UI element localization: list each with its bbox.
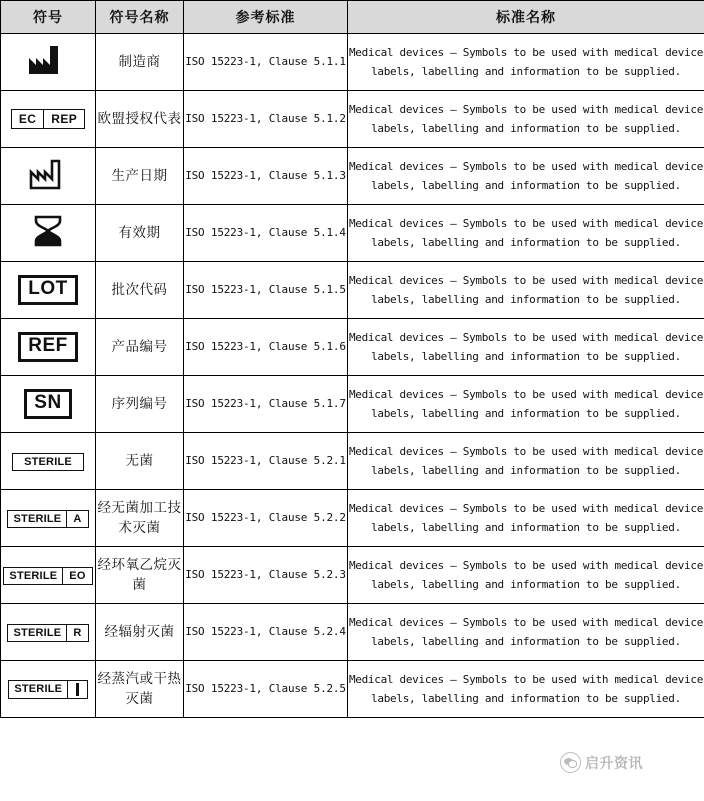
sterile-a-box-icon — [7, 510, 88, 528]
symbol-cell — [1, 91, 96, 148]
table-row — [1, 490, 704, 547]
symbol-name-cell: 产品编号 — [96, 319, 184, 376]
reference-standard-cell: ISO 15223-1, Clause 5.2.5 — [184, 661, 348, 718]
table-row — [1, 661, 704, 718]
symbol-cell — [1, 433, 96, 490]
table-body — [1, 34, 704, 718]
symbol-cell — [1, 262, 96, 319]
ec-rep-box-icon — [11, 109, 85, 129]
reference-standard-cell: ISO 15223-1, Clause 5.1.5 — [184, 262, 348, 319]
standard-name-cell: Medical devices — Symbols to be used with medical device labels, labelling and information to be supplied. — [348, 490, 704, 547]
date-of-manufacture-factory-outline-icon — [27, 158, 69, 190]
symbol-cell — [1, 148, 96, 205]
reference-standard-cell: ISO 15223-1, Clause 5.1.1 — [184, 34, 348, 91]
watermark-text: 启升资讯 — [585, 756, 643, 772]
symbol-cell — [1, 34, 96, 91]
watermark — [560, 752, 643, 773]
symbol-name-cell: 无菌 — [96, 433, 184, 490]
symbol-name-cell: 经辐射灭菌 — [96, 604, 184, 661]
table-row — [1, 319, 704, 376]
sterile-method-label: EO — [62, 568, 91, 584]
table-row — [1, 433, 704, 490]
standard-name-cell: Medical devices — Symbols to be used with medical device labels, labelling and information to be supplied. — [348, 205, 704, 262]
sterile-r-box-icon — [7, 624, 88, 642]
lot-number-box-icon: LOT — [18, 275, 78, 305]
table-row — [1, 205, 704, 262]
table-row — [1, 604, 704, 661]
symbol-cell — [1, 661, 96, 718]
reference-standard-cell: ISO 15223-1, Clause 5.1.3 — [184, 148, 348, 205]
reference-standard-cell: ISO 15223-1, Clause 5.1.7 — [184, 376, 348, 433]
steam-bar-icon — [67, 681, 87, 698]
sterile-label: STERILE — [14, 683, 63, 696]
standard-name-cell: Medical devices — Symbols to be used with medical device labels, labelling and information to be supplied. — [348, 433, 704, 490]
column-header-symbol: 符号 — [1, 1, 96, 34]
use-by-hourglass-icon — [31, 214, 65, 248]
table-row — [1, 34, 704, 91]
symbol-name-cell: 生产日期 — [96, 148, 184, 205]
symbol-cell — [1, 205, 96, 262]
wechat-logo-icon — [560, 752, 581, 773]
sterile-box-icon — [12, 453, 84, 471]
sterile-label: STERILE — [13, 512, 62, 525]
rep-label: REP — [43, 110, 84, 128]
table-header-row — [1, 1, 704, 34]
standard-name-cell: Medical devices — Symbols to be used with medical device labels, labelling and information to be supplied. — [348, 34, 704, 91]
table-row — [1, 262, 704, 319]
column-header-symbol-name: 符号名称 — [96, 1, 184, 34]
symbol-cell — [1, 604, 96, 661]
ec-label: EC — [18, 112, 37, 126]
table-row — [1, 376, 704, 433]
sterile-method-label: A — [66, 511, 87, 527]
reference-standard-cell: ISO 15223-1, Clause 5.2.4 — [184, 604, 348, 661]
symbol-cell — [1, 319, 96, 376]
symbol-cell — [1, 547, 96, 604]
symbol-cell — [1, 490, 96, 547]
standard-name-cell: Medical devices — Symbols to be used with medical device labels, labelling and information to be supplied. — [348, 148, 704, 205]
sterile-label: STERILE — [9, 569, 58, 582]
reference-standard-cell: ISO 15223-1, Clause 5.2.3 — [184, 547, 348, 604]
sterile-label: STERILE — [13, 626, 62, 639]
symbol-name-cell: 序列编号 — [96, 376, 184, 433]
table-row — [1, 91, 704, 148]
standard-name-cell: Medical devices — Symbols to be used with medical device labels, labelling and information to be supplied. — [348, 547, 704, 604]
standard-name-cell: Medical devices — Symbols to be used with medical device labels, labelling and information to be supplied. — [348, 91, 704, 148]
manufacturer-factory-filled-icon — [27, 45, 69, 75]
serial-number-sn-box-icon: SN — [24, 389, 71, 419]
symbol-name-cell: 经蒸汽或干热灭菌 — [96, 661, 184, 718]
symbol-name-cell: 制造商 — [96, 34, 184, 91]
symbol-name-cell: 批次代码 — [96, 262, 184, 319]
sterile-method-label: R — [66, 625, 87, 641]
standard-name-cell: Medical devices — Symbols to be used with medical device labels, labelling and information to be supplied. — [348, 604, 704, 661]
reference-standard-cell: ISO 15223-1, Clause 5.2.1 — [184, 433, 348, 490]
symbol-name-cell: 欧盟授权代表 — [96, 91, 184, 148]
symbol-name-cell: 经环氧乙烷灭菌 — [96, 547, 184, 604]
catalogue-number-ref-box-icon: REF — [18, 332, 78, 362]
table-row — [1, 547, 704, 604]
standard-name-cell: Medical devices — Symbols to be used with medical device labels, labelling and information to be supplied. — [348, 661, 704, 718]
sterile-eo-box-icon — [3, 567, 92, 585]
standard-name-cell: Medical devices — Symbols to be used with medical device labels, labelling and information to be supplied. — [348, 262, 704, 319]
reference-standard-cell: ISO 15223-1, Clause 5.2.2 — [184, 490, 348, 547]
column-header-standard-name: 标准名称 — [348, 1, 704, 34]
reference-standard-cell: ISO 15223-1, Clause 5.1.2 — [184, 91, 348, 148]
sterile-steam-dry-heat-box-icon — [8, 680, 87, 699]
table-header — [1, 1, 704, 34]
standard-name-cell: Medical devices — Symbols to be used with medical device labels, labelling and information to be supplied. — [348, 376, 704, 433]
column-header-reference-standard: 参考标准 — [184, 1, 348, 34]
sterile-label: STERILE — [24, 455, 72, 468]
symbol-cell — [1, 376, 96, 433]
symbol-name-cell: 经无菌加工技术灭菌 — [96, 490, 184, 547]
table-row — [1, 148, 704, 205]
reference-standard-cell: ISO 15223-1, Clause 5.1.6 — [184, 319, 348, 376]
symbol-name-cell: 有效期 — [96, 205, 184, 262]
reference-standard-cell: ISO 15223-1, Clause 5.1.4 — [184, 205, 348, 262]
standard-name-cell: Medical devices — Symbols to be used with medical device labels, labelling and information to be supplied. — [348, 319, 704, 376]
